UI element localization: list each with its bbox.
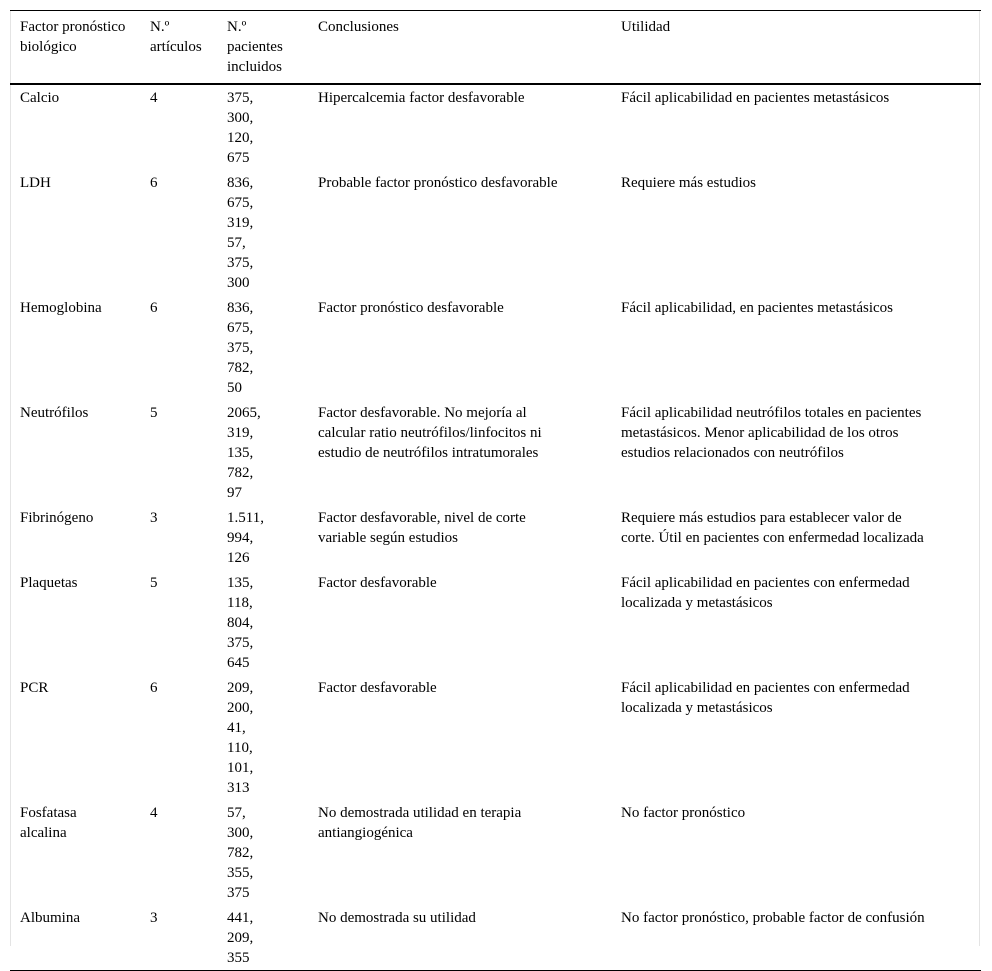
cell-factor: Fibrinógeno — [20, 510, 94, 526]
cell-utility: Fácil aplicabilidad en pacientes metastásicos — [621, 90, 890, 106]
cell-factor: Fosfatasa alcalina — [20, 805, 77, 841]
cell-articles: 6 — [150, 680, 158, 696]
prognostic-factors-table — [10, 10, 981, 971]
table-row — [10, 295, 981, 400]
table-row — [10, 84, 981, 170]
cell-articles: 3 — [150, 510, 158, 526]
cell-conclusions: Factor pronóstico desfavorable — [318, 300, 504, 316]
cell-articles: 4 — [150, 805, 158, 821]
cell-articles: 6 — [150, 175, 158, 191]
cell-conclusions: Factor desfavorable — [318, 575, 437, 591]
cell-factor: Neutrófilos — [20, 405, 89, 421]
table-row — [10, 170, 981, 295]
cell-utility: Fácil aplicabilidad en pacientes con enfermedad localizada y metastásicos — [621, 680, 910, 716]
header-conclusions: Conclusiones — [318, 19, 399, 35]
cell-articles: 5 — [150, 405, 158, 421]
cell-patients: 57, 300, 782, 355, 375 — [227, 805, 254, 901]
cell-conclusions: Probable factor pronóstico desfavorable — [318, 175, 558, 191]
table-row — [10, 400, 981, 505]
cell-factor: Albumina — [20, 910, 80, 926]
cell-articles: 3 — [150, 910, 158, 926]
cell-factor: Hemoglobina — [20, 300, 102, 316]
cell-patients: 135, 118, 804, 375, 645 — [227, 575, 254, 671]
cell-patients: 209, 200, 41, 110, 101, 313 — [227, 680, 254, 796]
cell-patients: 836, 675, 319, 57, 375, 300 — [227, 175, 254, 291]
cell-conclusions: Factor desfavorable — [318, 680, 437, 696]
cell-patients: 375, 300, 120, 675 — [227, 90, 254, 166]
cell-utility: Fácil aplicabilidad en pacientes con enfermedad localizada y metastásicos — [621, 575, 910, 611]
table-row — [10, 675, 981, 800]
cell-articles: 4 — [150, 90, 158, 106]
cell-utility: No factor pronóstico — [621, 805, 746, 821]
cell-patients: 2065, 319, 135, 782, 97 — [227, 405, 261, 501]
header-patients: N.º pacientes incluidos — [227, 19, 283, 75]
cell-conclusions: Hipercalcemia factor desfavorable — [318, 90, 525, 106]
header-articles: N.º artículos — [150, 19, 202, 55]
table-row — [10, 505, 981, 570]
header-row — [10, 11, 981, 85]
cell-utility: No factor pronóstico, probable factor de confusión — [621, 910, 925, 926]
table-row — [10, 800, 981, 905]
table-row — [10, 570, 981, 675]
cell-factor: PCR — [20, 680, 49, 696]
header-utility: Utilidad — [621, 19, 671, 35]
cell-conclusions: Factor desfavorable. No mejoría al calcular ratio neutrófilos/linfocitos ni estudio de neutrófilos intratumorales — [318, 405, 542, 461]
cell-patients: 836, 675, 375, 782, 50 — [227, 300, 254, 396]
cell-conclusions: No demostrada utilidad en terapia antiangiogénica — [318, 805, 522, 841]
cell-utility: Fácil aplicabilidad, en pacientes metastásicos — [621, 300, 893, 316]
cell-factor: Plaquetas — [20, 575, 78, 591]
cell-utility: Fácil aplicabilidad neutrófilos totales en pacientes metastásicos. Menor aplicabilidad de los otros estudios relacionados con neutrófilos — [621, 405, 922, 461]
cell-articles: 6 — [150, 300, 158, 316]
cell-patients: 1.511, 994, 126 — [227, 510, 264, 566]
cell-utility: Requiere más estudios para establecer valor de corte. Útil en pacientes con enfermedad localizada — [621, 510, 924, 546]
table-header — [10, 11, 981, 85]
table-row — [10, 905, 981, 971]
cell-factor: LDH — [20, 175, 51, 191]
cell-utility: Requiere más estudios — [621, 175, 756, 191]
cell-factor: Calcio — [20, 90, 60, 106]
table-body — [10, 84, 981, 971]
header-factor: Factor pronóstico biológico — [20, 19, 126, 55]
cell-articles: 5 — [150, 575, 158, 591]
cell-conclusions: No demostrada su utilidad — [318, 910, 476, 926]
cell-conclusions: Factor desfavorable, nivel de corte variable según estudios — [318, 510, 526, 546]
cell-patients: 441, 209, 355 — [227, 910, 254, 966]
